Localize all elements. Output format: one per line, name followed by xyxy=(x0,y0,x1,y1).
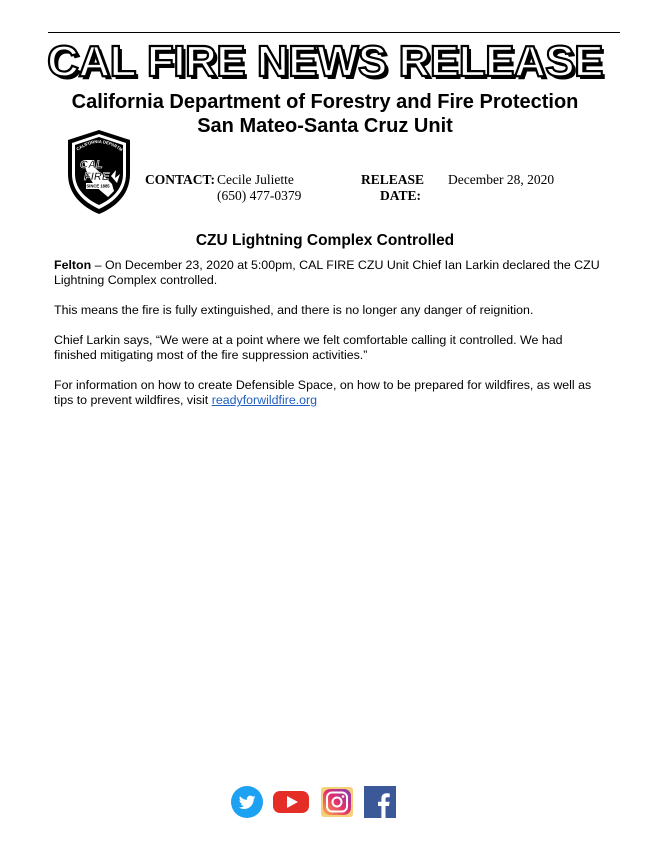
release-date: December 28, 2020 xyxy=(448,172,555,187)
masthead-title: CAL FIRE NEWS RELEASE xyxy=(47,37,603,86)
logo-arc-text: CALIFORNIA DEPARTM xyxy=(75,138,124,153)
article-headline: CZU Lightning Complex Controlled xyxy=(195,232,455,249)
paragraph-2: This means the fire is fully extinguished, and there is no longer any danger of reignition. xyxy=(54,303,534,317)
paragraph-3: Chief Larkin says, “We were at a point where we felt comfortable calling it controlled. We had finished mitigating most of the fire suppression activities.” xyxy=(54,333,563,362)
release-date-label-line1: RELEASE xyxy=(361,172,425,187)
dateline: Felton xyxy=(54,258,92,272)
readyforwildfire-link[interactable]: readyforwildfire.org xyxy=(211,393,318,407)
logo-word-fire: FIRE xyxy=(84,171,110,183)
facebook-icon[interactable] xyxy=(364,786,396,818)
cal-fire-logo xyxy=(64,128,134,216)
logo-word-cal: CAL xyxy=(80,159,103,171)
paragraph-4-text: For information on how to create Defensible Space, on how to be prepared for wildfires, as well as tips to prevent wildfires, visit xyxy=(54,378,592,407)
logo-since-text: SINCE 1885 xyxy=(86,183,110,189)
header-rule xyxy=(48,32,620,33)
department-name: California Department of Forestry and Fire Protection xyxy=(71,91,579,113)
release-date-label-line2: DATE: xyxy=(380,188,422,203)
contact-label: CONTACT: xyxy=(145,172,215,187)
twitter-icon[interactable] xyxy=(231,786,263,818)
paragraph-1-text: – On December 23, 2020 at 5:00pm, CAL FIRE CZU Unit Chief Ian Larkin declared the CZU Lightning Complex controlled. xyxy=(54,258,600,287)
instagram-icon[interactable] xyxy=(319,786,355,818)
unit-name: San Mateo-Santa Cruz Unit xyxy=(197,115,453,137)
youtube-icon[interactable] xyxy=(272,786,310,818)
paragraph-1 xyxy=(54,258,602,288)
paragraph-4 xyxy=(54,378,602,408)
contact-name: Cecile Juliette xyxy=(217,172,294,187)
contact-phone: (650) 477-0379 xyxy=(217,188,302,203)
